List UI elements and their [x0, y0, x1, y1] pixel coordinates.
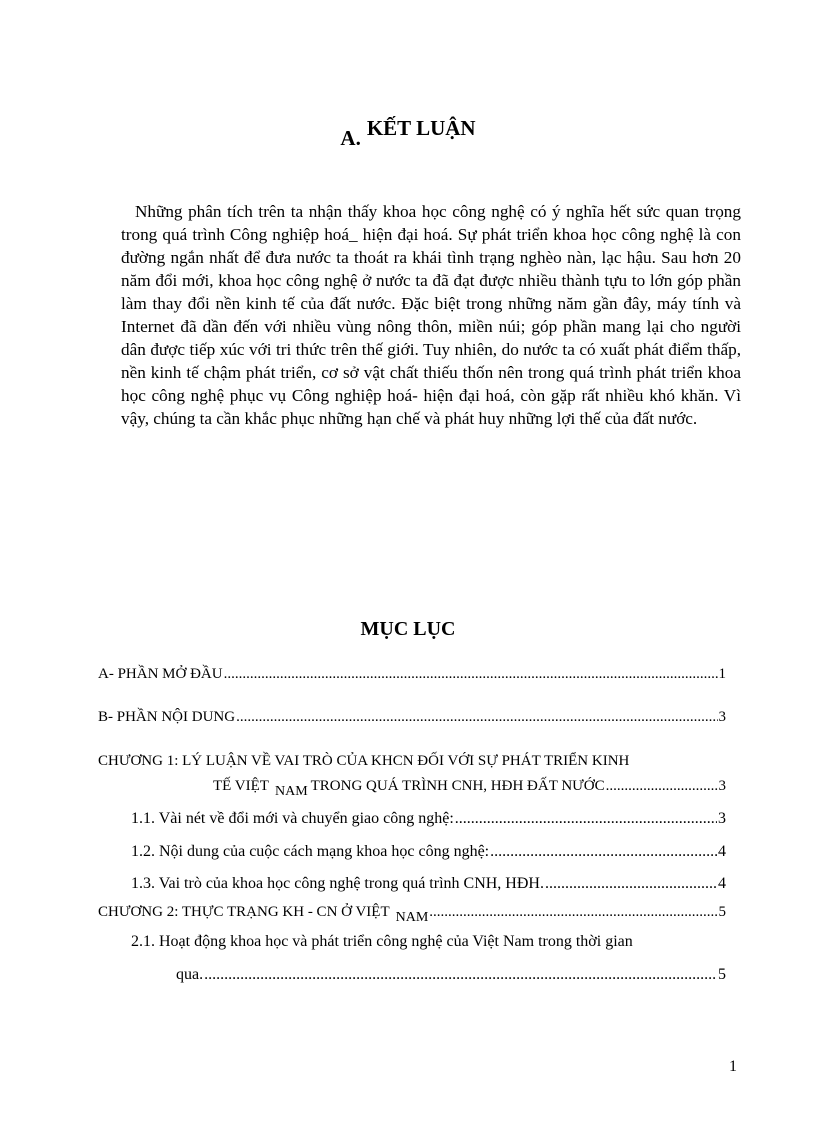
toc-entry-label: TRONG QUÁ TRÌNH CNH, HĐH ĐẤT NƯỚC — [310, 778, 605, 794]
toc-entry-page: 4 — [718, 875, 726, 892]
toc-entry-section-1-2[interactable] — [131, 843, 726, 861]
toc-entry-section-1-3[interactable] — [131, 875, 726, 893]
toc-entry-intro[interactable] — [98, 666, 726, 683]
toc-leader-dots — [204, 966, 717, 984]
toc-entry-content[interactable] — [98, 709, 726, 726]
toc-entry-label: 1.3. Vai trò của khoa học công nghệ trong quá trình CNH, HĐH. — [131, 875, 544, 892]
toc-entry-label-lowered: NAM — [395, 910, 429, 925]
toc-leader-dots — [236, 709, 717, 726]
toc-entry-page: 4 — [718, 843, 726, 860]
page-number: 1 — [729, 1058, 737, 1075]
toc-entry-chapter1-line2[interactable] — [213, 778, 726, 799]
toc-entry-page: 5 — [718, 966, 726, 983]
toc-entry-page: 3 — [718, 810, 726, 827]
conclusion-heading-prefix: A. — [340, 126, 361, 150]
conclusion-heading — [0, 116, 816, 150]
toc-leader-dots — [455, 810, 717, 828]
toc-entry-section-2-1-line1[interactable]: 2.1. Hoạt động khoa học và phát triển công nghệ của Việt Nam trong thời gian — [131, 933, 633, 950]
toc-entry-label: 1.1. Vài nét về đổi mới và chuyển giao công nghệ: — [131, 810, 454, 827]
conclusion-heading-title: KẾT LUẬN — [366, 116, 476, 140]
toc-entry-section-1-1[interactable] — [131, 810, 726, 828]
toc-leader-dots — [545, 875, 717, 893]
toc-leader-dots — [224, 666, 718, 683]
toc-entry-label-lowered: NAM — [274, 784, 308, 799]
conclusion-paragraph: Những phân tích trên ta nhận thấy khoa học công nghệ có ý nghĩa hết sức quan trọng trong quá trình Công nghiệp hoá_ hiện đại hoá. Sự phát triển khoa học công nghệ là con đường ngắn nhất để đưa nước ta thoát ra khái tình trạng nghèo nàn, lạc hậu. Sau hơn 20 năm đổi mới, khoa học công nghệ ở nước ta đã đạt được nhiều thành tựu to lớn góp phần làm thay đổi nền kinh tế của đất nước. Đặc biệt trong những năm gần đây, máy tính và Internet đã dần đến với nhiều vùng nông thôn, miền núi; góp phần mang lại cho người dân được tiếp xúc với tri thức trên thế giới. Tuy nhiên, do nước ta có xuất phát điểm thấp, nền kinh tế chậm phát triển, cơ sở vật chất thiếu thốn nên trong quá trình phát triển khoa học công nghệ phục vụ Công nghiệp hoá- hiện đại hoá, còn gặp rất nhiều khó khăn. Vì vậy, chúng ta cần khắc phục những hạn chế và phát huy những lợi thế của đất nước. — [121, 202, 741, 428]
toc-entry-label: 1.2. Nội dung của cuộc cách mạng khoa học công nghệ: — [131, 843, 490, 860]
toc-entry-label: A- PHẦN MỞ ĐẦU — [98, 666, 223, 682]
toc-entry-label: CHƯƠNG 2: THỰC TRẠNG KH - CN Ở VIỆT — [98, 904, 390, 920]
toc-entry-section-2-1-line2[interactable] — [176, 966, 726, 984]
toc-leader-dots — [490, 843, 717, 861]
toc-title: MỤC LỤC — [360, 618, 456, 640]
toc-entry-page: 5 — [718, 904, 726, 920]
toc-entry-page: 1 — [718, 666, 726, 682]
toc-entry-chapter1-line1[interactable]: CHƯƠNG 1: LÝ LUẬN VỀ VAI TRÒ CỦA KHCN ĐỐI VỚI SỰ PHÁT TRIỂN KINH — [98, 753, 630, 769]
conclusion-body — [121, 200, 741, 430]
toc-entry-label: B- PHẦN NỘI DUNG — [98, 709, 236, 725]
toc-leader-dots — [429, 904, 717, 921]
toc-entry-label: TẾ VIỆT — [213, 778, 269, 794]
toc-entry-page: 3 — [718, 709, 726, 725]
toc-entry-chapter2[interactable] — [98, 904, 726, 925]
toc-leader-dots — [606, 778, 718, 795]
toc-entry-label: qua. — [176, 966, 204, 983]
toc-entry-page: 3 — [718, 778, 726, 794]
